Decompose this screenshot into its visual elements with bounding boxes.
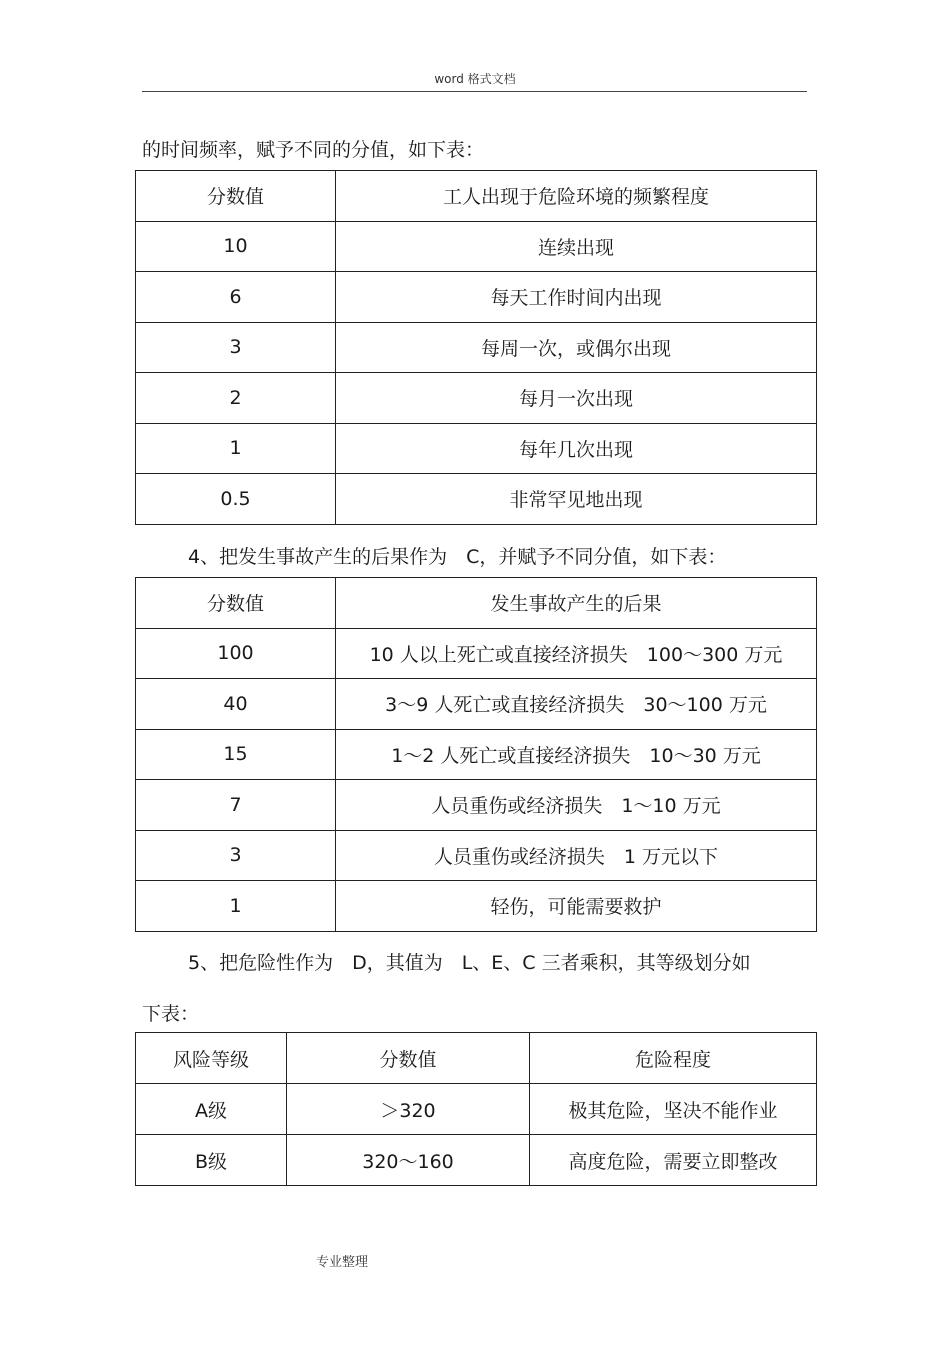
table-row (136, 221, 817, 272)
danger-cell: 高度危险，需要立即整改 (530, 1135, 817, 1186)
score-cell: 15 (136, 729, 336, 780)
score-cell: 2 (136, 373, 336, 424)
header-cell: 分数值 (136, 578, 336, 629)
description-cell: 3～9 人死亡或直接经济损失 30～100 万元 (336, 679, 817, 730)
header-cell: 分数值 (287, 1033, 530, 1084)
score-cell: 10 (136, 221, 336, 272)
score-cell: 6 (136, 272, 336, 323)
description-cell: 每年几次出现 (336, 423, 817, 474)
header-cell: 发生事故产生的后果 (336, 578, 817, 629)
consequence-table (135, 577, 817, 932)
header-cell: 分数值 (136, 171, 336, 222)
table-header-row (136, 1033, 817, 1084)
intro-paragraph: 的时间频率，赋予不同的分值，如下表： (142, 139, 485, 161)
description-cell: 非常罕见地出现 (336, 474, 817, 525)
description-cell: 每天工作时间内出现 (336, 272, 817, 323)
description-cell: 连续出现 (336, 221, 817, 272)
description-cell: 1～2 人死亡或直接经济损失 10～30 万元 (336, 729, 817, 780)
danger-cell: 极其危险，坚决不能作业 (530, 1084, 817, 1135)
table-row (136, 322, 817, 373)
section-5-paragraph-continued: 下表： (142, 1003, 200, 1025)
table-row (136, 830, 817, 881)
score-cell: 7 (136, 780, 336, 831)
description-cell: 每月一次出现 (336, 373, 817, 424)
score-cell: 0.5 (136, 474, 336, 525)
section-4-paragraph: 4、把发生事故产生的后果作为 C，并赋予不同分值，如下表： (188, 546, 727, 568)
table-row (136, 423, 817, 474)
table-row (136, 272, 817, 323)
score-cell: ＞320 (287, 1084, 530, 1135)
frequency-table (135, 170, 817, 525)
score-cell: 3 (136, 830, 336, 881)
table-header-row (136, 578, 817, 629)
table-row (136, 679, 817, 730)
level-cell: A级 (136, 1084, 287, 1135)
header-divider (142, 91, 807, 92)
score-cell: 1 (136, 881, 336, 932)
table-row (136, 1084, 817, 1135)
table-row (136, 628, 817, 679)
level-cell: B级 (136, 1135, 287, 1186)
description-cell: 轻伤，可能需要救护 (336, 881, 817, 932)
score-cell: 3 (136, 322, 336, 373)
score-cell: 100 (136, 628, 336, 679)
page-footer: 专业整理 (316, 1255, 369, 1270)
score-cell: 320～160 (287, 1135, 530, 1186)
description-cell: 10 人以上死亡或直接经济损失 100～300 万元 (336, 628, 817, 679)
description-cell: 人员重伤或经济损失 1～10 万元 (336, 780, 817, 831)
risk-level-table (135, 1032, 817, 1186)
table-row (136, 373, 817, 424)
header-cell: 工人出现于危险环境的频繁程度 (336, 171, 817, 222)
score-cell: 1 (136, 423, 336, 474)
table-row (136, 1135, 817, 1186)
page-header-title: word 格式文档 (434, 72, 516, 86)
description-cell: 人员重伤或经济损失 1 万元以下 (336, 830, 817, 881)
score-cell: 40 (136, 679, 336, 730)
section-5-paragraph: 5、把危险性作为 D，其值为 L、E、C 三者乘积，其等级划分如 (188, 952, 751, 974)
description-cell: 每周一次，或偶尔出现 (336, 322, 817, 373)
header-cell: 风险等级 (136, 1033, 287, 1084)
table-header-row (136, 171, 817, 222)
header-cell: 危险程度 (530, 1033, 817, 1084)
table-row (136, 729, 817, 780)
table-row (136, 474, 817, 525)
table-row (136, 881, 817, 932)
table-row (136, 780, 817, 831)
